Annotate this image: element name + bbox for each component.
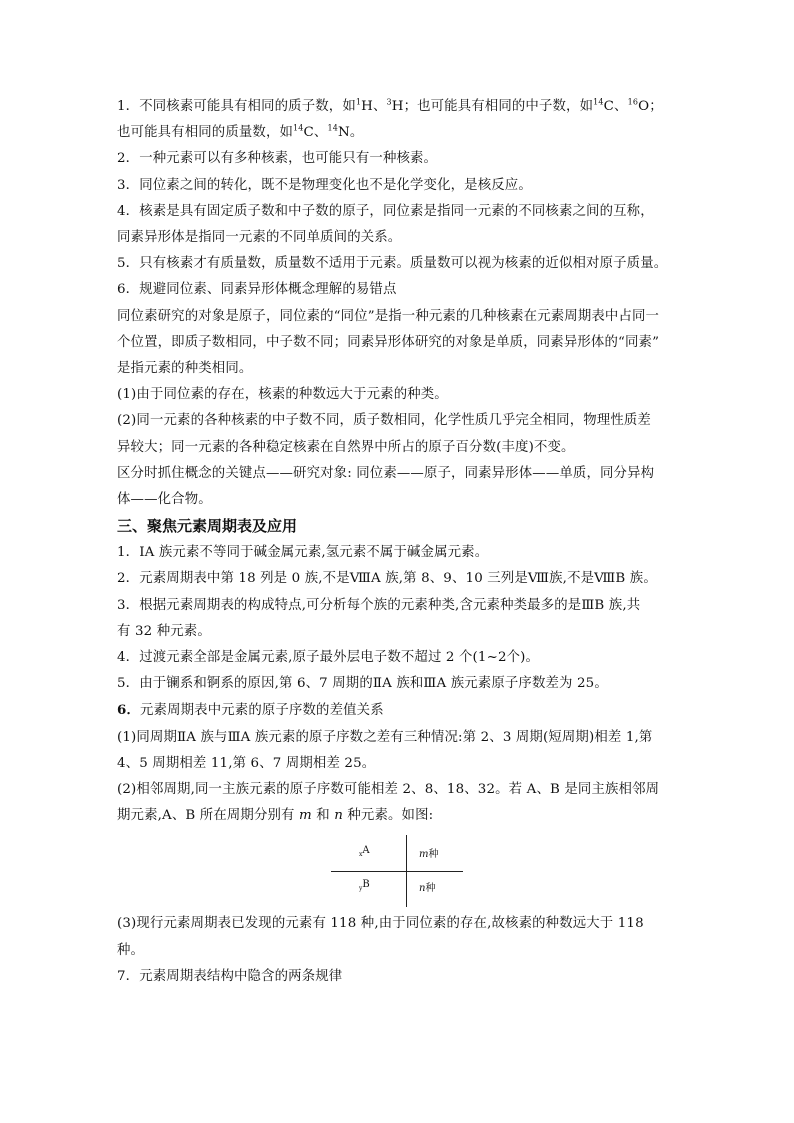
item-2: 2．一种元素可以有多种核素，也可能只有一种核素。 [117,151,438,167]
paragraph-3-line-1: (2)同一元素的各种核素的中子数不同，质子数相同，化学性质几乎完全相同，物理性质差 [117,413,651,429]
item-1-line-1: 1．不同核素可能具有相同的质子数，如$^1$H、$^3$H；也可能具有相同的中子数，如$^{14}$C、$^{16}$O； [117,97,663,114]
paragraph-1-line-3: 是指元素的种类相同。 [117,361,253,377]
subitem-2-line-2: 期元素,A、B 所在周期分别有 m 和 n 种元素。如图: [117,808,434,824]
item-5: 5．只有核素才有质量数，质量数不适用于元素。质量数可以视为核素的近似相对原子质量。 [117,256,668,272]
section3-item-2: 2．元素周期表中第 18 列是 0 族,不是ⅧA 族,第 8、9、10 三列是Ⅷ族,不是ⅧB 族。 [117,571,657,587]
section3-item-1: 1．ⅠA 族元素不等同于碱金属元素,氢元素不属于碱金属元素。 [117,545,489,561]
section-heading: 三、聚焦元素周期表及应用 [117,517,298,536]
document-page [117,94,687,990]
section3-item-3-line-2: 有 32 种元素。 [117,623,211,639]
diagram-horizontal-line [331,871,463,872]
n-count-label: n种 [419,883,436,895]
subitem-3-line-1: (3)现行元素周期表已发现的元素有 118 种,由于同位素的存在,故核素的种数远大于 118 [117,916,644,932]
element-a-label: $_x$A [359,845,370,859]
paragraph-4-line-1: 区分时抓住概念的关键点——研究对象: 同位素——原子，同素异形体——单质，同分异构 [117,465,655,481]
item-1-line-2: 也可能具有相同的质量数，如$^{14}$C、$^{14}$N。 [117,123,364,141]
section3-item-6: 6．元素周期表中元素的原子序数的差值关系 [117,702,384,719]
subitem-1-line-1: (1)同周期ⅡA 族与ⅢA 族元素的原子序数之差有三种情况:第 2、3 周期(短周期)相差 1,第 [117,729,653,745]
paragraph-3-line-2: 异较大；同一元素的各种稳定核素在自然界中所占的原子百分数(丰度)不变。 [117,439,575,455]
section3-item-4: 4．过渡元素全部是金属元素,原子最外层电子数不超过 2 个(1~2个)。 [117,650,540,666]
subitem-1-line-2: 4、5 周期相差 11,第 6、7 周期相差 25。 [117,755,376,771]
section3-item-5: 5．由于镧系和锕系的原因,第 6、7 周期的ⅡA 族和ⅢA 族元素原子序数差为 25。 [117,676,608,692]
paragraph-4-line-2: 体——化合物。 [117,492,212,508]
item-4-line-1: 4．核素是具有固定质子数和中子数的原子，同位素是指同一元素的不同核素之间的互称， [117,203,654,219]
paragraph-1-line-2: 个位置，即质子数相同，中子数不同；同素异形体研究的对象是单质，同素异形体的“同素” [117,334,660,350]
paragraph-1-line-1: 同位素研究的对象是原子，同位素的“同位”是指一种元素的几种核素在元素周期表中占同一 [117,308,660,324]
m-count-label: m种 [419,849,439,861]
period-group-diagram [331,835,463,907]
subitem-3-line-2: 种。 [117,942,145,958]
element-b-label: $_y$B [359,879,370,893]
item-4-line-2: 同素异形体是指同一元素的不同单质间的关系。 [117,230,402,246]
section3-item-7: 7．元素周期表结构中隐含的两条规律 [117,968,343,984]
item-6-number: 6． [117,702,141,719]
item-3: 3．同位素之间的转化，既不是物理变化也不是化学变化，是核反应。 [117,177,532,193]
subitem-2-line-1: (2)相邻周期,同一主族元素的原子序数可能相差 2、8、18、32。若 A、B 是同主族相邻周 [117,782,660,798]
item-6: 6．规避同位素、同素异形体概念理解的易错点 [117,282,397,298]
paragraph-2: (1)由于同位素的存在，核素的种数远大于元素的种类。 [117,387,448,403]
section3-item-3-line-1: 3．根据元素周期表的构成特点,可分析每个族的元素种类,含元素种类最多的是ⅢB 族,共 [117,597,641,613]
